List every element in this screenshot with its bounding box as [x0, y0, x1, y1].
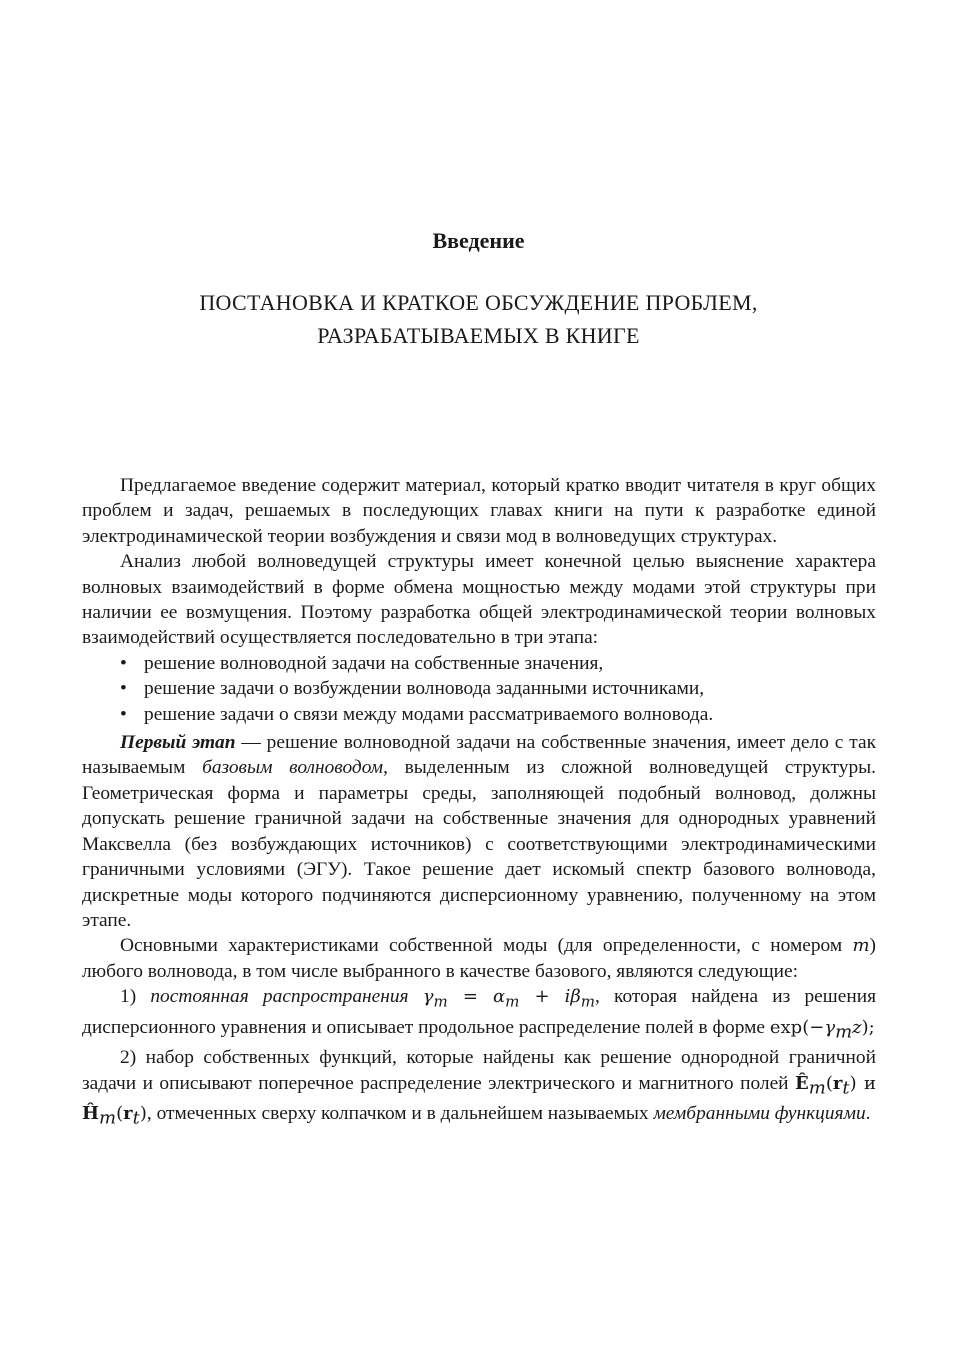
- list-item: [82, 676, 876, 701]
- bullet-icon: •: [120, 678, 127, 700]
- list-item-text: решение задачи о связи между модами рассматриваемого волновода.: [144, 703, 714, 725]
- chapter-title-line-1: ПОСТАНОВКА И КРАТКОЕ ОБСУЖДЕНИЕ ПРОБЛЕМ,: [199, 290, 758, 315]
- text-run: ) любого волновода, в том числе выбранного в качестве базового, являются следующие:: [82, 935, 876, 982]
- paragraph-item-2: [82, 1045, 876, 1130]
- chapter-title: [100, 286, 857, 352]
- formula-exp: [769, 1017, 875, 1043]
- paragraph-first-stage: [82, 730, 876, 933]
- math-sub: m: [835, 1021, 853, 1043]
- text-run: 2) набор собственных функций, которые найдены как решение однородной граничной задачи и описывают поперечное распределение электрического и магнитного полей: [82, 1047, 876, 1094]
- paragraph-intro: Предлагаемое введение содержит материал, который кратко вводит читателя в круг общих проблем и задач, решаемых в последующих главах книги на пути к разработке единой электродинамической теории возбуждения и связи мод в волноведущих структурах.: [82, 475, 876, 547]
- math-gamma: γ: [824, 1017, 836, 1039]
- stage-list: [82, 651, 876, 727]
- math-r: r: [832, 1072, 843, 1094]
- math-sub: m: [580, 992, 596, 1011]
- paragraph-analysis: Анализ любой волноведущей структуры имеет конечной целью выяснение характера волновых взаимодействий в форме обмена мощностью между модами этой структуры при наличии ее возмущения. Поэтому разработка общей электродинамической теории волновых взаимодействий осуществляется последовательно в три этапа:: [82, 551, 876, 649]
- text-run: — решение волноводной задачи на собственные значения, имеет дело с так называемым: [82, 732, 876, 779]
- text-run: , отмеченных сверху колпачком и в дальнейшем называемых: [146, 1102, 654, 1124]
- math-sub: m: [808, 1077, 826, 1099]
- math-gamma: γ: [422, 986, 434, 1008]
- item-number: 1): [120, 986, 151, 1008]
- math-m: m: [852, 935, 870, 957]
- body-text: [82, 473, 876, 1131]
- list-item-text: решение волноводной задачи на собственные значения,: [144, 652, 604, 674]
- text-run: , которая найдена из решения дисперсионного уравнения и описывает продольное распределение полей в форме: [82, 986, 876, 1039]
- chapter-label: Введение: [432, 228, 525, 253]
- base-waveguide-term: базовым волноводом: [202, 757, 384, 779]
- membrane-functions-term: мембранными функциями: [653, 1102, 866, 1124]
- text-run: , выделенным из сложной волноведущей структуры. Геометрическая форма и параметры среды, заполняющей подобный волновод, должны допускать решение граничной задачи на собственные значения для однородных уравнений Максвелла (без возбуждающих источников) с соответствующими электродинамическими граничными условиями (ЭГУ). Такое решение дает искомый спектр базового волновода, дискретные моды которого подчиняются дисперсионному уравнению, полученному на этом этапе.: [82, 757, 877, 931]
- math-sub: m: [433, 992, 448, 1011]
- math-sub: m: [505, 992, 520, 1011]
- paragraph-item-1: [82, 984, 876, 1045]
- chapter-title-line-2: РАЗРАБАТЫВАЕМЫХ В КНИГЕ: [317, 323, 640, 348]
- math-z: z: [852, 1017, 862, 1039]
- list-item-text: решение задачи о возбуждении волновода заданными источниками,: [144, 678, 705, 700]
- math-sub-t: t: [842, 1077, 850, 1099]
- math-eq: =: [447, 986, 493, 1008]
- list-item: [82, 702, 876, 727]
- bullet-icon: •: [120, 652, 127, 674]
- math-sub-t: t: [132, 1107, 140, 1129]
- math-exp: exp(−: [769, 1017, 825, 1039]
- math-sub: m: [99, 1107, 117, 1129]
- math-ibeta: iβ: [564, 986, 581, 1008]
- first-stage-lead: Первый этап: [120, 732, 236, 754]
- text-run: .: [865, 1102, 871, 1124]
- math-E-hat: Ê: [795, 1072, 809, 1094]
- math-close: );: [861, 1017, 875, 1039]
- propagation-constant-term: постоянная распространения: [150, 986, 409, 1008]
- formula-propagation-constant: [422, 986, 596, 1011]
- text-run: Основными характеристиками собственной моды (для определенности, с номером: [120, 935, 853, 957]
- math-H-hat: Ĥ: [82, 1102, 100, 1124]
- formula-membrane-functions: $Ê_m(r_t)$ и $Ĥ_m(r_t)$: [82, 1072, 876, 1129]
- bullet-icon: •: [120, 703, 127, 725]
- math-alpha: α: [493, 986, 506, 1008]
- text-and: и: [856, 1072, 876, 1094]
- math-r: r: [123, 1102, 133, 1124]
- math-plus: +: [519, 986, 565, 1008]
- list-item: [82, 651, 876, 676]
- paragraph-characteristics: [82, 933, 876, 984]
